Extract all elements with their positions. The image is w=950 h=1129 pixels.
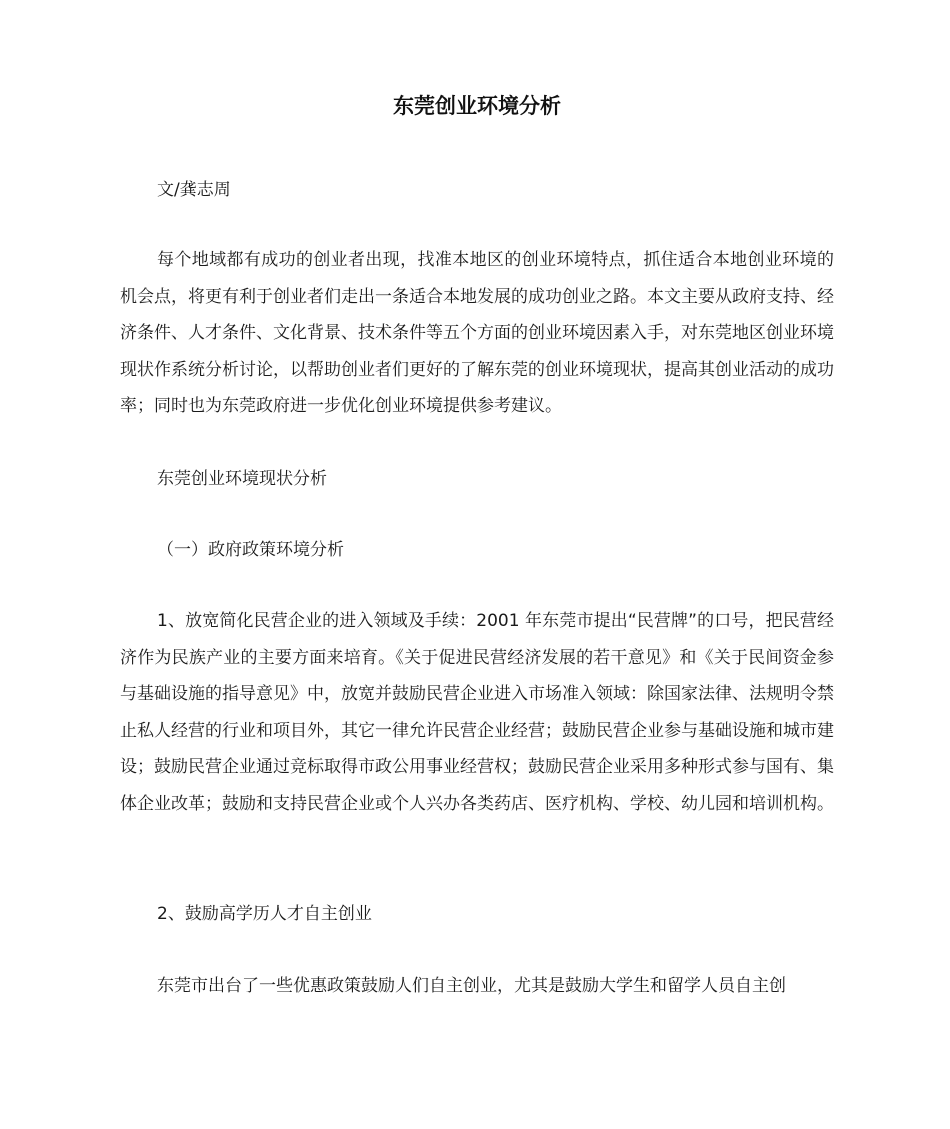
section-heading: 东莞创业环境现状分析 (157, 469, 327, 489)
intro-paragraph: 每个地域都有成功的创业者出现，找准本地区的创业环境特点，抓住适合本地创业环境的机会点，将更有利于创业者们走出一条适合本地发展的成功创业之路。本文主要从政府支持、经济条件、人才条件、文化背景、技术条件等五个方面的创业环境因素入手，对东莞地区创业环境现状作系统分析讨论，以帮助创业者们更好的了解东莞的创业环境现状，提高其创业活动的成功率；同时也为东莞政府进一步优化创业环境提供参考建议。 (120, 250, 834, 416)
item-2-heading: 2、鼓励高学历人才自主创业 (157, 904, 372, 924)
item-1-paragraph: 1、放宽简化民营企业的进入领域及手续：2001 年东莞市提出“民营牌”的口号，把民营经济作为民族产业的主要方面来培育。《关于促进民营经济发展的若干意见》和《关于民间资金参与基础设施的指导意见》中，放宽并鼓励民营企业进入市场准入领域：除国家法律、法规明令禁止私人经营的行业和项目外，其它一律允许民营企业经营；鼓励民营企业参与基础设施和城市建设；鼓励民营企业通过竞标取得市政公用事业经营权；鼓励民营企业采用多种形式参与国有、集体企业改革；鼓励和支持民营企业或个人兴办各类药店、医疗机构、学校、幼儿园和培训机构。 (120, 611, 834, 814)
author-line: 文/龚志周 (157, 180, 231, 200)
item-2-paragraph: 东莞市出台了一些优惠政策鼓励人们自主创业，尤其是鼓励大学生和留学人员自主创 (157, 976, 786, 996)
subsection-heading: （一）政府政策环境分析 (157, 540, 344, 560)
document-title: 东莞创业环境分析 (393, 94, 561, 118)
